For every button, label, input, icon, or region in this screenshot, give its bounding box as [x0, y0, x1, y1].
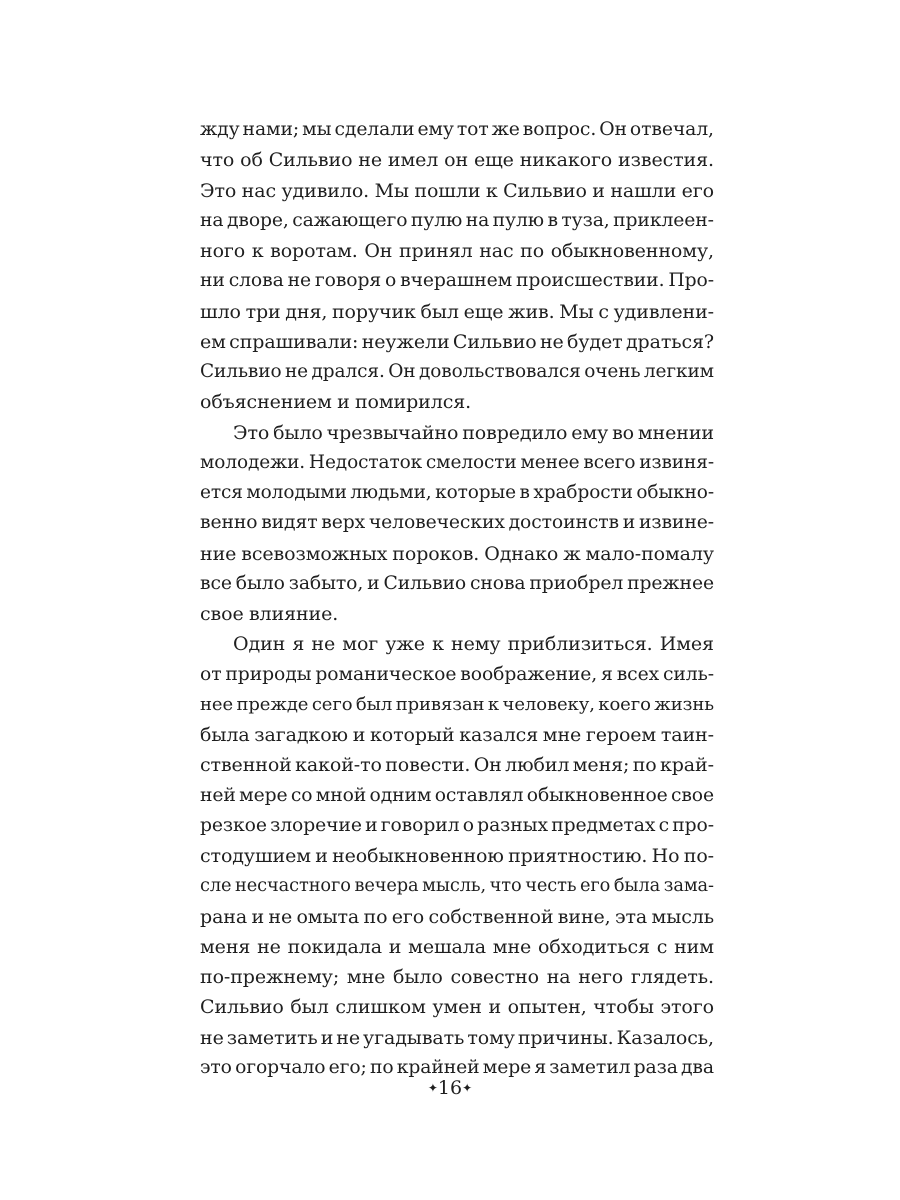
ornament-right-icon: ✦ [462, 1081, 473, 1095]
page-folio [0, 1076, 900, 1102]
text-line: была загадкою и который казался мне героем таин- [200, 724, 714, 746]
text-line: Сильвио был слишком умен и опытен, чтобы этого [200, 996, 714, 1019]
ornament-left-icon: ✦ [427, 1081, 438, 1095]
text-line: ней мере со мной одним оставлял обыкновенное свое [200, 784, 714, 806]
text-line: ного к воротам. Он принял нас по обыкновенному, [200, 240, 714, 262]
text-line: нее прежде сего был привязан к человеку, коего жизнь [200, 693, 714, 715]
text-line: шло три дня, поручик был еще жив. Мы с удивлени- [200, 300, 714, 323]
page-number: 16 [437, 1077, 463, 1099]
text-line: Это нас удивило. Мы пошли к Сильвио и нашли его [200, 179, 714, 202]
text-line: Это было чрезвычайно повредило ему во мнении [233, 421, 714, 444]
paragraph [200, 115, 714, 418]
text-line: сле несчастного вечера мысль, что честь его была зама- [200, 876, 714, 897]
text-line: меня не покидала и мешала мне обходиться с ним [200, 935, 714, 958]
text-line: все было забыто, и Сильвио снова приобрел прежнее [200, 572, 714, 594]
text-line: стодушием и необыкновенною приятностию. Но по- [200, 845, 714, 867]
paragraph [200, 418, 714, 630]
text-line: по-прежнему; мне было совестно на него глядеть. [200, 966, 714, 988]
text-line: ние всевозможных пороков. Однако ж мало-помалу [200, 542, 714, 565]
text-line: ственной какой-то повести. Он любил меня; по край- [200, 754, 714, 777]
text-line: Один я не мог уже к нему приблизиться. Имея [233, 633, 714, 656]
text-line: ем спрашивали: неужели Сильвио не будет драться? [200, 330, 714, 353]
text-line: Сильвио не дрался. Он довольствовался очень легким [200, 361, 714, 382]
text-line: что об Сильвио не имел он еще никакого известия. [200, 149, 714, 172]
text-line: ни слова не говоря о вчерашнем происшествии. Про- [200, 270, 714, 292]
text-line: ется молодыми людьми, которые в храбрости обыкно- [200, 482, 714, 503]
text-line: объяснением и помирился. [200, 391, 472, 414]
text-line: резкое злоречие и говорил о разных предметах с про- [200, 814, 714, 836]
page-body [200, 115, 714, 1083]
text-line: свое влияние. [200, 603, 339, 625]
text-line: от природы романическое воображение, я всех силь- [200, 663, 714, 685]
text-line: не заметить и не угадывать тому причины. Казалось, [200, 1026, 714, 1049]
text-line: на дворе, сажающего пулю на пулю в туза, приклеен- [200, 209, 714, 231]
paragraph [200, 629, 714, 1083]
text-line: жду нами; мы сделали ему тот же вопрос. Он отвечал, [200, 119, 714, 140]
text-line: это огорчало его; по крайней мере я заметил раза два [200, 1056, 714, 1078]
text-line: рана и не омыта по его собственной вине, эта мысль [200, 905, 714, 928]
text-line: молодежи. Недостаток смелости менее всего извиня- [200, 451, 714, 473]
text-line: венно видят верх человеческих достоинств и извине- [200, 512, 714, 534]
